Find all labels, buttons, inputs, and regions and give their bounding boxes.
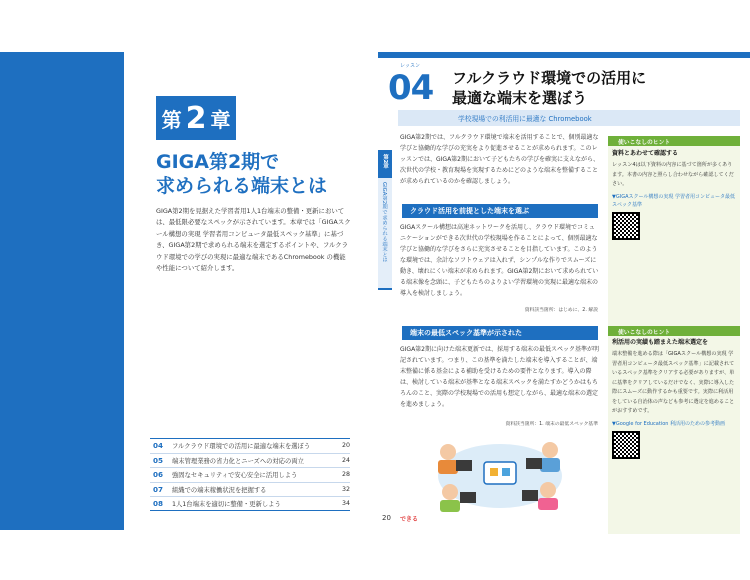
side-chapter-label: 第2章 xyxy=(382,154,388,169)
hint-heading xyxy=(608,136,740,146)
chapter-badge xyxy=(156,96,236,140)
toc-row[interactable] xyxy=(150,438,350,453)
toc-page: 28 xyxy=(341,471,350,479)
chapter-word: 章 xyxy=(210,107,231,132)
lesson-label: レッスン xyxy=(400,63,420,69)
toc-page: 34 xyxy=(341,500,350,508)
lesson-title xyxy=(452,68,692,108)
toc-row[interactable] xyxy=(150,453,350,468)
body-paragraph: GIGA第2期に向けた端末更新では、採用する端末の最低スペック基準が明記されています。つまり、この基準を満たした端末を導入することが、端末整備に係る基金による補助を受けるための要件となります。導入の際は、検討している端末が基準となる端末スペックを満たすかどうかはもちろんのこと、実際の学校現場での活用も想定しながら、最適な端末の選定を進めましょう。 xyxy=(400,346,599,408)
lesson-title-line: 最適な端末を選ぼう xyxy=(452,89,588,107)
page-top-bar xyxy=(378,52,750,58)
chapter-title-line: 求められる端末とは xyxy=(156,175,328,197)
source-reference: 資料該当箇所：はじめに、2. 解説 xyxy=(524,308,598,313)
classroom-illustration xyxy=(420,430,580,512)
hint-box xyxy=(612,149,736,240)
qr-code-icon[interactable] xyxy=(612,431,640,459)
toc-title: 端末管理業務の省力化とニーズへの対応の両立 xyxy=(172,457,304,465)
chapter-title-line: GIGA第2期で xyxy=(156,151,280,173)
toc-number: 07 xyxy=(153,485,164,495)
hint-heading-label: 使いこなしのヒント xyxy=(618,329,671,336)
lesson-number: 04 xyxy=(388,68,434,108)
toc-number: 05 xyxy=(153,455,164,465)
qr-code-icon[interactable] xyxy=(612,212,640,240)
toc-title: フルクラウド環境での活用に最適な端末を選ぼう xyxy=(172,443,311,451)
toc-row[interactable] xyxy=(150,467,350,482)
section-heading: クラウド活用を前提とした端末を選ぶ xyxy=(402,204,598,218)
hint-title: 資料とあわせて確認する xyxy=(612,150,679,157)
chapter-word: 第 xyxy=(161,107,182,132)
toc-page: 24 xyxy=(341,456,350,464)
hint-box xyxy=(612,338,736,459)
publisher-logo: できる xyxy=(400,516,419,523)
hint-text: 端末整備を進める際は「GIGAスクール構想の実現 学習者用コンピュータ最低スペック基準」に記載されているスペック基準をクリアする必要がありますが、単に基準をクリアしているだけでなく、実際に導入した際にスムーズに動作するかも重要です。実際に利活用をしている自治体の声なども参考に選定を進めることがおすすめです。 xyxy=(612,351,735,414)
page-number: 20 xyxy=(382,514,391,522)
toc-row[interactable] xyxy=(150,482,350,497)
lesson-title-line: フルクラウド環境での活用に xyxy=(452,69,647,87)
hint-link[interactable]: ▼Google for Education 利活用のための参考動画 xyxy=(612,420,726,427)
side-chapter-title: GIGA第2期で求められる端末とは xyxy=(378,178,392,288)
toc-number: 04 xyxy=(153,441,164,451)
section-heading: 端末の最低スペック基準が示された xyxy=(402,326,598,340)
toc-title: 1人1台端末を適切に整備・更新しよう xyxy=(172,501,281,509)
hint-link[interactable]: ▼GIGAスクール構想の実現 学習者用コンピュータ最低スペック基準 xyxy=(612,193,735,208)
toc-page: 32 xyxy=(341,486,350,494)
body-paragraph: GIGA第2期では、フルクラウド環境で端末を活用することで、個別最適な学びと協働的な学びの充実をより促進させることが求められます。このレッスンでは、GIGA第2期において子どもたちの学びを確実に支えながら、次世代の学校・教育現場を実現するためにどのような端末を整備することが求められているのかを確認しましょう。 xyxy=(400,134,599,185)
toc-row[interactable] xyxy=(150,496,350,511)
chapter-intro: GIGA第2期を見据えた学習者用1人1台端末の整備・更新においては、最低限必要なスペックが示されています。本章では「GIGAスクール構想の実現 学習者用コンピュータ最低スペック基準」に基づき、GIGA第2期で求められる端末を選定するポイントや、フルクラウド環境での学びの実現に最適な端末であるChromebook の機能や性能について紹介します。 xyxy=(156,207,351,273)
hint-heading-label: 使いこなしのヒント xyxy=(618,139,671,146)
hint-title: 利活用の実績も踏まえた端末選定を xyxy=(612,339,709,346)
toc-title: 組織での端末稼働状況を把握する xyxy=(172,487,267,495)
chapter-title xyxy=(156,150,356,198)
hint-text: レッスン4は以下資料の内容に基づて箇所が多くあります。本書の内容と照らし合わせながら確認してください。 xyxy=(612,162,734,187)
hint-heading xyxy=(608,326,740,336)
chapter-number: 2 xyxy=(185,100,207,136)
lesson-subtitle: 学校現場での利活用に最適な Chromebook xyxy=(398,110,740,126)
toc-title: 強固なセキュリティで安心安全に活用しよう xyxy=(172,472,298,480)
chapter-color-band xyxy=(0,52,124,530)
table-of-contents xyxy=(150,438,350,511)
toc-number: 06 xyxy=(153,470,164,480)
source-reference: 資料該当箇所：1. 端末の最低スペック基準 xyxy=(505,422,598,427)
toc-number: 08 xyxy=(153,499,164,509)
body-paragraph: GIGAスクール構想は高速ネットワークを活用し、クラウド環境でコミュニケーションができる次世代の学校現場を作ることによって、個別最適な学びと協働的な学びをさらに充実させることを目指しています。このような環境では、余計なソフトウェアは入れず、シンプルな作りでスムーズに動き、壊れにくい端末が求められます。GIGA第2期において求められている端末像を念頭に、子どもたちのよりよい学習環境の実現に最適な端末の導入を検討しましょう。 xyxy=(400,224,599,297)
toc-page: 20 xyxy=(341,442,350,450)
